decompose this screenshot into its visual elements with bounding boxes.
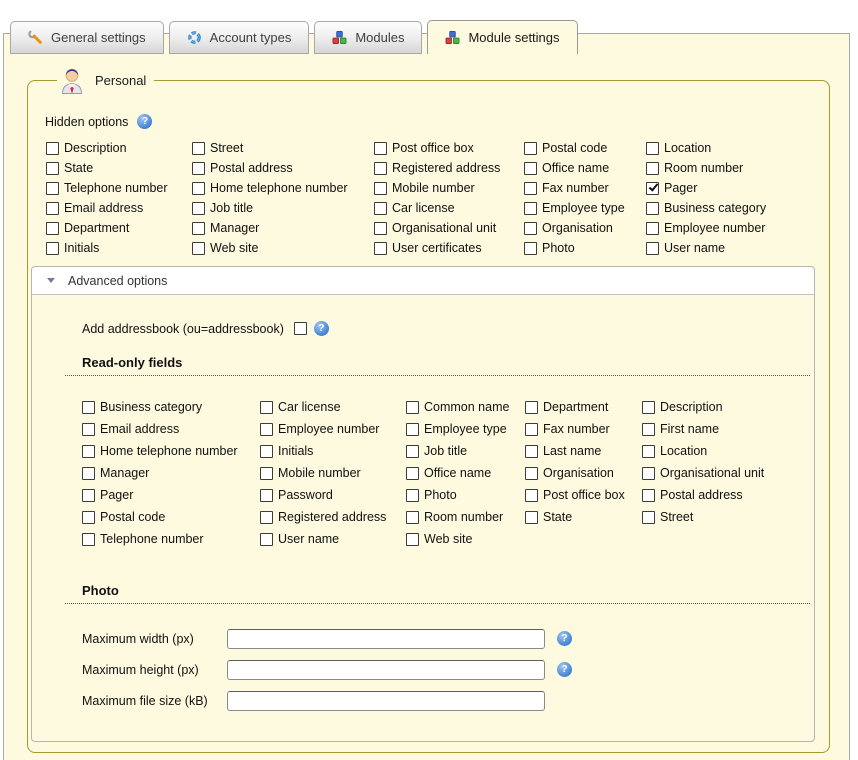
checkbox-option[interactable] [642, 462, 764, 484]
checkbox-option[interactable] [646, 218, 766, 238]
checkbox-label: Common name [424, 400, 510, 414]
checkbox[interactable] [192, 182, 205, 195]
checkbox-label: User name [278, 532, 340, 546]
checkbox-option[interactable] [82, 506, 260, 528]
blocks-icon [332, 30, 347, 45]
checkbox-option[interactable] [46, 238, 192, 258]
max-file-size-row [82, 690, 814, 711]
checkbox[interactable] [82, 423, 95, 436]
checkbox[interactable] [82, 467, 95, 480]
checkbox-label: Business category [100, 400, 203, 414]
chevron-down-icon [47, 278, 55, 283]
checkbox-label: Employee number [278, 422, 380, 436]
checkbox-column [192, 138, 374, 258]
checkbox-label: Room number [664, 161, 744, 175]
checkbox-label: Street [210, 141, 244, 155]
checkbox-label: Password [278, 488, 333, 502]
checkbox[interactable] [374, 242, 387, 255]
checkbox[interactable] [192, 162, 205, 175]
checkbox[interactable] [374, 202, 387, 215]
checkbox[interactable] [192, 142, 205, 155]
checkbox-column [260, 396, 406, 550]
checkbox-label: State [64, 161, 94, 175]
checkbox[interactable] [82, 533, 95, 546]
checkbox-option[interactable] [642, 440, 764, 462]
checkbox-label: Room number [424, 510, 504, 524]
help-icon[interactable] [137, 114, 152, 129]
checkbox-option[interactable] [260, 440, 406, 462]
tab-modules[interactable] [314, 21, 422, 54]
personal-fieldset [27, 67, 830, 753]
checkbox-option[interactable] [406, 484, 525, 506]
tab-label: General settings [51, 30, 146, 45]
checkbox-label: Pager [664, 181, 698, 195]
checkbox-option[interactable] [524, 238, 646, 258]
checkbox-option[interactable] [192, 178, 374, 198]
checkbox[interactable] [525, 423, 538, 436]
checkbox[interactable] [374, 222, 387, 235]
checkbox-option[interactable] [260, 528, 406, 550]
checkbox-label: First name [660, 422, 720, 436]
checkbox[interactable] [406, 423, 419, 436]
checkbox-label: Home telephone number [210, 181, 348, 195]
max-height-input[interactable] [227, 660, 545, 680]
checkbox-label: Web site [210, 241, 259, 255]
checkbox-label: Description [64, 141, 127, 155]
checkbox-label: Photo [542, 241, 575, 255]
checkbox[interactable] [82, 445, 95, 458]
photo-heading [65, 582, 810, 604]
hidden-options-label: Hidden options [45, 114, 129, 129]
checkbox[interactable] [642, 511, 655, 524]
checkbox[interactable] [260, 401, 273, 414]
readonly-fields-heading [65, 354, 810, 376]
checkbox[interactable] [260, 423, 273, 436]
checkbox[interactable] [46, 222, 59, 235]
tab-account-types[interactable] [169, 21, 310, 54]
readonly-fields-grid [82, 396, 814, 550]
advanced-options-label: Advanced options [68, 273, 168, 288]
checkbox-label: Last name [543, 444, 602, 458]
checkbox-option[interactable] [374, 218, 524, 238]
checkbox-label: User certificates [392, 241, 482, 255]
checkbox-option[interactable] [525, 440, 642, 462]
checkbox[interactable] [525, 489, 538, 502]
checkbox-label: User name [664, 241, 726, 255]
tab-module-settings[interactable] [427, 20, 577, 54]
checkbox-label: Mobile number [392, 181, 475, 195]
tab-bar [10, 20, 578, 54]
checkbox[interactable] [642, 445, 655, 458]
checkbox-label: Registered address [392, 161, 501, 175]
personal-legend-label: Personal [95, 73, 147, 88]
checkbox[interactable] [642, 423, 655, 436]
checkbox[interactable] [646, 222, 659, 235]
checkbox-option[interactable] [525, 396, 642, 418]
photo-title: Photo [82, 583, 119, 598]
sync-icon [187, 30, 202, 45]
checkbox[interactable] [642, 489, 655, 502]
checkbox[interactable] [406, 445, 419, 458]
hidden-options-header [45, 114, 815, 129]
checkbox-label: Initials [278, 444, 314, 458]
checkbox-option[interactable] [46, 198, 192, 218]
checkbox-option[interactable] [406, 462, 525, 484]
checkbox[interactable] [524, 202, 537, 215]
checkbox-label: Business category [664, 201, 767, 215]
checkbox[interactable] [46, 162, 59, 175]
checkbox-label: Telephone number [64, 181, 168, 195]
checkbox-option[interactable] [260, 506, 406, 528]
checkbox-column [646, 138, 766, 258]
checkbox[interactable] [646, 162, 659, 175]
checkbox[interactable] [192, 242, 205, 255]
advanced-options-header[interactable] [32, 267, 814, 295]
checkbox-option[interactable] [646, 138, 766, 158]
checkbox[interactable] [646, 202, 659, 215]
max-width-row [82, 628, 814, 649]
max-height-label: Maximum height (px) [82, 662, 199, 677]
checkbox-option[interactable] [374, 158, 524, 178]
checkbox-option[interactable] [82, 462, 260, 484]
checkbox-label: Fax number [542, 181, 609, 195]
checkbox-label: Organisational unit [392, 221, 497, 235]
checkbox-option[interactable] [260, 396, 406, 418]
checkbox-option[interactable] [406, 396, 525, 418]
checkbox-label: Manager [100, 466, 150, 480]
checkbox-label: Location [664, 141, 712, 155]
checkbox[interactable] [406, 489, 419, 502]
checkbox-option[interactable] [374, 238, 524, 258]
addressbook-checkbox[interactable] [294, 322, 307, 335]
checkbox-label: Office name [424, 466, 492, 480]
checkbox[interactable] [525, 401, 538, 414]
checkbox-label: Post office box [392, 141, 474, 155]
checkbox-label: Department [64, 221, 130, 235]
checkbox-option[interactable] [642, 418, 764, 440]
checkbox-label: Organisation [543, 466, 614, 480]
checkbox-column [374, 138, 524, 258]
max-width-input[interactable] [227, 629, 545, 649]
checkbox-label: Employee type [542, 201, 625, 215]
help-icon[interactable] [314, 321, 329, 336]
tab-label: Account types [209, 30, 292, 45]
checkbox[interactable] [646, 242, 659, 255]
checkbox-option[interactable] [406, 528, 525, 550]
checkbox-label: Post office box [543, 488, 625, 502]
addressbook-row [82, 321, 814, 336]
checkbox-option[interactable] [525, 506, 642, 528]
checkbox-label: Job title [424, 444, 468, 458]
blocks-icon [445, 30, 460, 45]
checkbox-option[interactable] [82, 396, 260, 418]
checkbox-option[interactable] [192, 158, 374, 178]
checkbox[interactable] [46, 182, 59, 195]
checkbox[interactable] [524, 142, 537, 155]
checkbox-label: Postal code [542, 141, 608, 155]
checkbox[interactable] [192, 222, 205, 235]
checkbox-option[interactable] [524, 218, 646, 238]
checkbox-label: Email address [64, 201, 144, 215]
checkbox-option[interactable] [260, 484, 406, 506]
checkbox[interactable] [525, 467, 538, 480]
checkbox-option[interactable] [524, 178, 646, 198]
checkbox[interactable] [406, 533, 419, 546]
checkbox-label: Office name [542, 161, 610, 175]
checkbox-option[interactable] [374, 198, 524, 218]
checkbox-option[interactable] [46, 138, 192, 158]
checkbox[interactable] [82, 401, 95, 414]
checkbox[interactable] [406, 401, 419, 414]
help-icon[interactable] [557, 631, 572, 646]
checkbox-option[interactable] [374, 178, 524, 198]
checkbox-column [524, 138, 646, 258]
checkbox-label: Description [660, 400, 723, 414]
checkbox-label: Postal code [100, 510, 166, 524]
checkbox-label: Postal address [660, 488, 743, 502]
checkbox-label: Fax number [543, 422, 610, 436]
checkbox-label: Employee number [664, 221, 766, 235]
checkbox-option[interactable] [642, 484, 764, 506]
checkbox-label: Photo [424, 488, 457, 502]
addressbook-label: Add addressbook (ou=addressbook) [82, 321, 284, 336]
checkbox-label: Department [543, 400, 609, 414]
checkbox-label: Home telephone number [100, 444, 238, 458]
checkbox-label: Pager [100, 488, 134, 502]
checkbox-option[interactable] [406, 506, 525, 528]
checkbox-label: Manager [210, 221, 260, 235]
checkbox-label: Location [660, 444, 708, 458]
module-settings-panel [3, 33, 850, 760]
checkbox-label: Job title [210, 201, 254, 215]
checkbox[interactable] [646, 142, 659, 155]
checkbox[interactable] [646, 182, 659, 195]
checkbox[interactable] [524, 242, 537, 255]
checkbox[interactable] [525, 445, 538, 458]
checkbox-option[interactable] [642, 396, 764, 418]
checkbox[interactable] [46, 202, 59, 215]
checkbox-option[interactable] [82, 440, 260, 462]
checkbox[interactable] [524, 222, 537, 235]
tab-general-settings[interactable] [10, 21, 164, 54]
checkbox-option[interactable] [646, 238, 766, 258]
checkbox[interactable] [46, 242, 59, 255]
checkbox-option[interactable] [192, 238, 374, 258]
checkbox-option[interactable] [524, 158, 646, 178]
checkbox-option[interactable] [46, 178, 192, 198]
checkbox[interactable] [260, 533, 273, 546]
checkbox[interactable] [374, 182, 387, 195]
checkbox-option[interactable] [642, 506, 764, 528]
checkbox[interactable] [260, 467, 273, 480]
checkbox-option[interactable] [646, 198, 766, 218]
max-width-label: Maximum width (px) [82, 631, 194, 646]
checkbox[interactable] [524, 162, 537, 175]
checkbox-column [82, 396, 260, 550]
checkbox-option[interactable] [646, 158, 766, 178]
checkbox-option[interactable] [406, 418, 525, 440]
checkbox-option[interactable] [46, 158, 192, 178]
checkbox-column [406, 396, 525, 550]
checkbox-label: Initials [64, 241, 100, 255]
help-icon[interactable] [557, 662, 572, 677]
max-file-size-input[interactable] [227, 691, 545, 711]
checkbox-option[interactable] [525, 484, 642, 506]
checkbox-option[interactable] [192, 198, 374, 218]
checkbox[interactable] [374, 142, 387, 155]
checkbox[interactable] [260, 511, 273, 524]
checkbox-label: Car license [392, 201, 455, 215]
checkbox-label: Postal address [210, 161, 293, 175]
checkbox-option[interactable] [82, 528, 260, 550]
checkbox-option[interactable] [646, 178, 766, 198]
personal-legend [57, 67, 154, 94]
tab-label: Module settings [468, 30, 560, 45]
checkbox-label: Web site [424, 532, 473, 546]
hidden-options-grid [46, 138, 815, 258]
checkbox[interactable] [524, 182, 537, 195]
checkbox[interactable] [192, 202, 205, 215]
checkbox-option[interactable] [524, 198, 646, 218]
checkbox[interactable] [406, 467, 419, 480]
checkbox-option[interactable] [525, 462, 642, 484]
checkbox-option[interactable] [192, 138, 374, 158]
checkbox[interactable] [374, 162, 387, 175]
checkbox[interactable] [260, 445, 273, 458]
checkbox[interactable] [525, 511, 538, 524]
advanced-options-body [32, 295, 814, 741]
advanced-options-box [31, 266, 815, 742]
checkbox-option[interactable] [82, 484, 260, 506]
photo-fields [82, 628, 814, 711]
max-file-size-label: Maximum file size (kB) [82, 693, 208, 708]
checkbox[interactable] [46, 142, 59, 155]
readonly-fields-title: Read-only fields [82, 355, 183, 370]
max-height-row [82, 659, 814, 680]
wrench-icon [28, 30, 43, 45]
checkbox-option[interactable] [46, 218, 192, 238]
checkbox-option[interactable] [192, 218, 374, 238]
checkbox-label: Organisational unit [660, 466, 765, 480]
checkbox-option[interactable] [260, 418, 406, 440]
checkbox-column [525, 396, 642, 550]
checkbox[interactable] [82, 489, 95, 502]
checkbox[interactable] [260, 489, 273, 502]
checkbox-column [642, 396, 764, 550]
checkbox-label: Employee type [424, 422, 507, 436]
checkbox[interactable] [406, 511, 419, 524]
checkbox[interactable] [82, 511, 95, 524]
checkbox-column [46, 138, 192, 258]
checkbox[interactable] [642, 467, 655, 480]
person-icon [59, 67, 85, 94]
checkbox-option[interactable] [82, 418, 260, 440]
checkbox-label: Organisation [542, 221, 613, 235]
checkbox-option[interactable] [406, 440, 525, 462]
checkbox-label: Email address [100, 422, 180, 436]
checkbox-option[interactable] [260, 462, 406, 484]
checkbox-label: State [543, 510, 573, 524]
checkbox-label: Street [660, 510, 694, 524]
checkbox-label: Registered address [278, 510, 387, 524]
tab-label: Modules [355, 30, 405, 45]
checkbox-option[interactable] [524, 138, 646, 158]
checkbox[interactable] [642, 401, 655, 414]
checkbox-option[interactable] [374, 138, 524, 158]
checkbox-label: Telephone number [100, 532, 204, 546]
checkbox-option[interactable] [525, 418, 642, 440]
checkbox-label: Mobile number [278, 466, 361, 480]
checkbox-label: Car license [278, 400, 341, 414]
